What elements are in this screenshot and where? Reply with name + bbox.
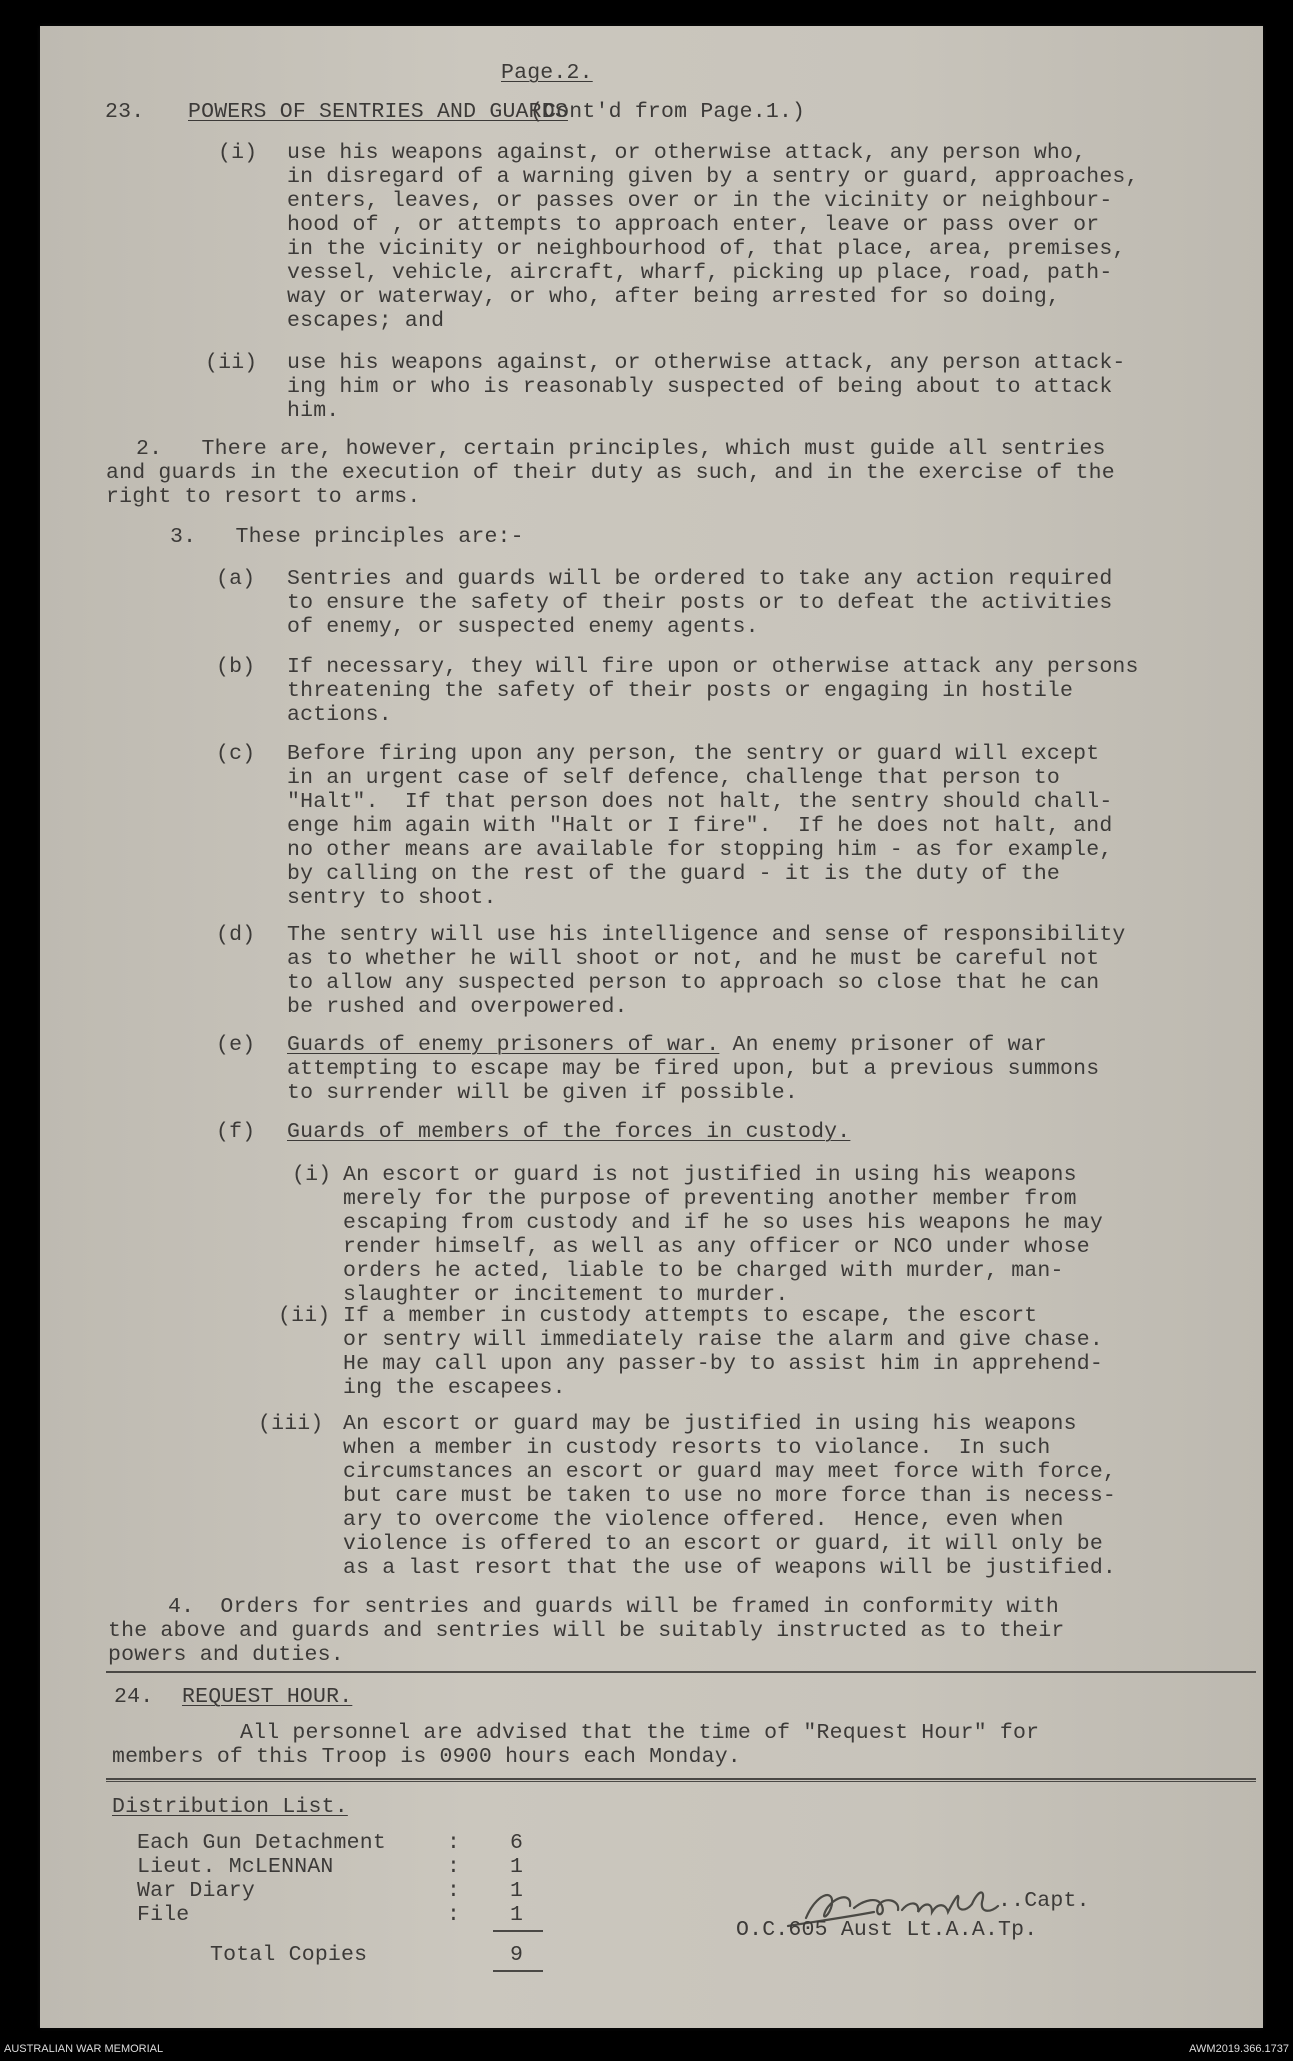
section-24-line: All personnel are advised that the time of "Request Hour" for xyxy=(240,1721,1040,1745)
text-line: escapes; and xyxy=(287,309,445,333)
text-line: An escort or guard is not justified in using his weapons xyxy=(343,1163,1077,1187)
text-line: The sentry will use his intelligence and sense of responsibility xyxy=(287,923,1126,947)
text-line: enge him again with "Halt or I fire". If he does not halt, and xyxy=(287,814,1113,838)
text-line: when a member in custody resorts to violance. In such xyxy=(343,1436,1051,1460)
distribution-label: Each Gun Detachment xyxy=(137,1831,386,1855)
clause-ii-marker: (ii) xyxy=(205,351,258,375)
footer-accession: AWM2019.366.1737 xyxy=(1189,2043,1289,2055)
text-line: to surrender will be given if possible. xyxy=(287,1081,798,1105)
text-line: circumstances an escort or guard may meet force with force, xyxy=(343,1460,1117,1484)
text-line: use his weapons against, or otherwise attack, any person who, xyxy=(287,141,1087,165)
text-line: orders he acted, liable to be charged with murder, man- xyxy=(343,1259,1064,1283)
text-line: hood of , or attempts to approach enter, leave or pass over or xyxy=(287,213,1100,237)
text-line: use his weapons against, or otherwise attack, any person attack- xyxy=(287,351,1126,375)
text-line: but care must be taken to use no more force than is necess- xyxy=(343,1484,1117,1508)
text-line: or sentry will immediately raise the alarm and give chase. xyxy=(343,1328,1103,1352)
text-line: way or waterway, or who, after being arrested for so doing, xyxy=(287,285,1061,309)
distribution-qty: 1 xyxy=(510,1903,524,1927)
text-line: An escort or guard may be justified in using his weapons xyxy=(343,1412,1077,1436)
text-line: sentry to shoot. xyxy=(287,886,497,910)
distribution-title: Distribution List. xyxy=(112,1795,348,1819)
text-line: powers and duties. xyxy=(108,1643,344,1667)
distribution-sep: : xyxy=(447,1903,461,1927)
clause-c-marker: (c) xyxy=(216,742,256,766)
text-line: If necessary, they will fire upon or otherwise attack any persons xyxy=(287,655,1139,679)
distribution-qty: 1 xyxy=(510,1879,524,1903)
document-page xyxy=(40,26,1263,2028)
clause-d-marker: (d) xyxy=(216,923,256,947)
clause-e-first-line xyxy=(287,1034,1047,1058)
text-line: 2. There are, however, certain principles, which must guide all sentries xyxy=(136,437,1106,461)
text-line: threatening the safety of their posts or engaging in hostile xyxy=(287,679,1074,703)
distribution-label: Lieut. McLENNAN xyxy=(137,1855,334,1879)
text-line: "Halt". If that person does not halt, the sentry should chall- xyxy=(287,790,1113,814)
text-line: by calling on the rest of the guard - it is the duty of the xyxy=(287,862,1061,886)
section-24-title: REQUEST HOUR. xyxy=(182,1685,353,1709)
text-line: to allow any suspected person to approach so close that he can xyxy=(287,971,1100,995)
text-line: the above and guards and sentries will be suitably instructed as to their xyxy=(108,1619,1065,1643)
subclause-i-marker: (i) xyxy=(292,1163,332,1187)
text-line: as to whether he will shoot or not, and he must be careful not xyxy=(287,947,1100,971)
footer-credit: AUSTRALIAN WAR MEMORIAL xyxy=(4,2043,164,2055)
total-rule xyxy=(493,1930,543,1932)
clause-e-marker: (e) xyxy=(216,1033,256,1057)
signature-rank: ..Capt. xyxy=(998,1889,1090,1913)
text-line: right to resort to arms. xyxy=(106,485,421,509)
text-line: ary to overcome the violence offered. Hence, even when xyxy=(343,1508,1064,1532)
distribution-label: War Diary xyxy=(137,1879,255,1903)
section-divider xyxy=(106,1781,1256,1782)
section-23-title: POWERS OF SENTRIES AND GUARDS xyxy=(188,100,568,124)
section-23-continued: (Cont'd from Page.1.) xyxy=(530,100,806,124)
text-line: and guards in the execution of their duty as such, and in the exercise of the xyxy=(106,461,1115,485)
section-23-number: 23. xyxy=(105,100,145,124)
text-line: to ensure the safety of their posts or to defeat the activities xyxy=(287,591,1113,615)
distribution-sep: : xyxy=(447,1855,461,1879)
clause-a-marker: (a) xyxy=(216,567,256,591)
signature-unit: O.C.605 Aust Lt.A.A.Tp. xyxy=(736,1918,1038,1942)
text-line: of enemy, or suspected enemy agents. xyxy=(287,615,759,639)
distribution-qty: 6 xyxy=(510,1831,524,1855)
text-line: no other means are available for stopping him - as for example, xyxy=(287,838,1113,862)
total-qty: 9 xyxy=(510,1943,524,1967)
text-line: violence is offered to an escort or guard, it will only be xyxy=(343,1532,1103,1556)
text-line: He may call upon any passer-by to assist him in apprehend- xyxy=(343,1352,1103,1376)
text-line: attempting to escape may be fired upon, but a previous summons xyxy=(287,1057,1100,1081)
clause-f-heading: Guards of members of the forces in custody. xyxy=(287,1120,851,1144)
section-24-line: members of this Troop is 0900 hours each Monday. xyxy=(112,1745,741,1769)
text-line: in disregard of a warning given by a sentry or guard, approaches, xyxy=(287,165,1139,189)
text-line: enters, leaves, or passes over or in the vicinity or neighbour- xyxy=(287,189,1113,213)
text-line: in an urgent case of self defence, challenge that person to xyxy=(287,766,1061,790)
text-line: as a last resort that the use of weapons will be justified. xyxy=(343,1556,1117,1580)
text-line: ing him or who is reasonably suspected of being about to attack xyxy=(287,375,1113,399)
distribution-sep: : xyxy=(447,1879,461,1903)
subclause-ii-marker: (ii) xyxy=(278,1304,331,1328)
page-number: Page.2. xyxy=(501,61,593,85)
text-line: If a member in custody attempts to escape, the escort xyxy=(343,1304,1038,1328)
text-line: ing the escapees. xyxy=(343,1376,566,1400)
text-line: be rushed and overpowered. xyxy=(287,995,628,1019)
text-line: escaping from custody and if he so uses his weapons he may xyxy=(343,1211,1103,1235)
text-line: in the vicinity or neighbourhood of, that place, area, premises, xyxy=(287,237,1126,261)
clause-i-marker: (i) xyxy=(218,141,258,165)
text-line: merely for the purpose of preventing another member from xyxy=(343,1187,1077,1211)
distribution-label: File xyxy=(137,1903,190,1927)
total-rule xyxy=(493,1970,543,1972)
clause-b-marker: (b) xyxy=(216,655,256,679)
clause-f-marker: (f) xyxy=(216,1120,256,1144)
text-line: vessel, vehicle, aircraft, wharf, picking up place, road, path- xyxy=(287,261,1113,285)
distribution-qty: 1 xyxy=(510,1855,524,1879)
total-label: Total Copies xyxy=(210,1943,368,1967)
section-divider xyxy=(106,1778,1256,1780)
text-line: him. xyxy=(287,399,340,423)
clause-e-first-rest: An enemy prisoner of war xyxy=(719,1033,1047,1057)
section-divider xyxy=(106,1671,1256,1673)
clause-e-heading: Guards of enemy prisoners of war. xyxy=(287,1033,720,1057)
text-line: Before firing upon any person, the sentry or guard will except xyxy=(287,742,1100,766)
distribution-sep: : xyxy=(447,1831,461,1855)
text-line: render himself, as well as any officer or NCO under whose xyxy=(343,1235,1090,1259)
text-line: 4. Orders for sentries and guards will be framed in conformity with xyxy=(168,1595,1059,1619)
subclause-iii-marker: (iii) xyxy=(258,1412,324,1436)
text-line: Sentries and guards will be ordered to take any action required xyxy=(287,567,1113,591)
text-line: actions. xyxy=(287,703,392,727)
text-line: slaughter or incitement to murder. xyxy=(343,1283,789,1307)
section-24-number: 24. xyxy=(114,1685,154,1709)
paragraph-3: 3. These principles are:- xyxy=(170,525,524,549)
